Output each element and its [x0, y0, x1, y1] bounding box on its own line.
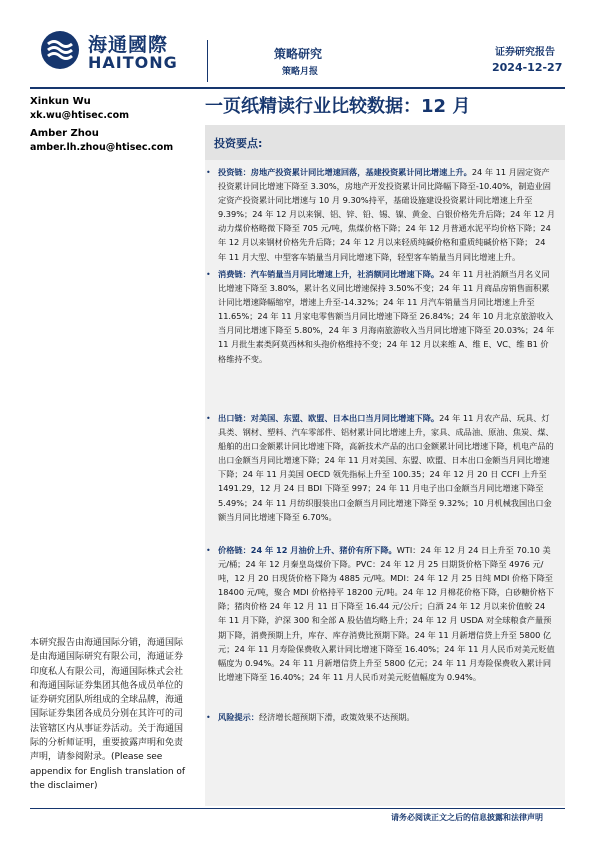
point-heading: 价格链：24 年 12 月油价上升、猪价有所下降。 — [218, 545, 397, 555]
point-body: 24 年 11 月固定资产投资累计同比增速下降至 3.30%，房地产开发投资累计同比降幅下降至-10.40%，制造业固定资产投资累计同比增速与 10 月 9.30%持平，基础设施建设投资累计同比增速上升至 9.39%；24 年 12 月以来铜、铝、锌、铅、锡、镍、黄金、白银价格先升后降；24 年 12 月动力煤价格略微下降至 705 元/吨，焦煤价格下降；24 年 12 月普通水泥平均价格下降；24 年 12 月以来钢材价格先升后降；24 年 12 月以来轻质纯碱价格和重质纯碱价格下降； 24 年 11 月大型、中型客车销量当月同比增速下降，轻型客车销量当月同比增速上升。 — [218, 167, 556, 262]
point-risk — [218, 710, 556, 724]
header-divider — [207, 40, 208, 82]
point-export-chain — [218, 411, 556, 524]
page-title: 一页纸精读行业比较数据：12 月 — [205, 96, 471, 117]
point-investment-chain — [218, 165, 556, 264]
point-body: WTI：24 年 12 月 24 日上升至 70.10 美元/桶；24 年 12 月秦皇岛煤价下降。PVC：24 年 12 月 25 日期货价格下降至 4976 元/吨，12 月 20 日现货价格下降为 4885 元/吨。MDI：24 年 12 月 25 日纯 MDI 价格下降至 18400 元/吨，聚合 MDI 价格持平 18200 元/吨。24 年 12 月棉花价格下降，白砂糖价格下降；猪肉价格 24 年 12 月 11 日下降至 16.44 元/公斤；白酒 24 年 12 月以来价值較 24 年 11 月下降，沪深 300 和全部 A 股估值均略上升；24 年 12 月 USDA 对全球粮食产量预期下降，消费预期上升，库存、库存消费比预期下降。24 年 11 月新增信贷上升至 5800 亿元；24 年 11 月寿险保费收入累计同比增速下降至 16.40%；24 年 11 月人民币对美元贬值幅度为 0.94%。24 年 11 月新增信贷上升至 5800 亿元；24 年 11 月寿险保费收入累计同比增速下降至 16.40%；24 年 11 月人民币对美元贬值幅度为 0.94%。 — [218, 545, 555, 682]
point-heading: 消费链：汽车销量当月同比增速上升，社消额同比增速下降。 — [218, 269, 440, 279]
author-email[interactable]: xk.wu@htisec.com — [30, 110, 130, 121]
footer-notice: 请务必阅读正文之后的信息披露和法律声明 — [391, 813, 543, 822]
report-date: 2024-12-27 — [492, 61, 563, 74]
logo-chinese-name: 海通國際 — [88, 34, 169, 56]
bullet-icon: • — [206, 168, 211, 177]
point-price-chain — [218, 543, 556, 684]
bullet-icon: • — [206, 546, 211, 555]
point-heading: 出口链：对美国、东盟、欧盟、日本出口当月同比增速下降。 — [218, 413, 440, 423]
footer-rule — [30, 808, 565, 809]
section-label: 投资要点: — [214, 137, 263, 150]
point-body: 24 年 11 月社消额当月名义同比增速下降至 3.80%，累计名义同比增速保持 3.50%不变；24 年 11 月商品房销售面积累计同比增速降幅缩窄，增速上升至-14.32%；24 年 11 月汽车销量当月同比增速上升至 11.65%；24 年 11 月家电零售额当月同比增速下降至 26.84%；24 年 10 月北京旅游收入当月同比增速下降至 5.80%，24 年 3 月海南旅游收入当月同比增速下降至 20.03%；24 年 11 月批生素类阿莫西林和头孢价格维持不变；24 年 12 月以来维 A、维 E、VC、维 B1 价格维持不变。 — [218, 269, 555, 364]
header-rule — [30, 87, 565, 89]
report-subtype: 策略月报 — [282, 67, 319, 77]
point-body: 经济增长超预期下滑，政策效果不达预期。 — [258, 712, 415, 722]
bullet-icon: • — [206, 270, 211, 279]
logo-english-name: HAITONG — [88, 53, 178, 72]
report-category: 证券研究报告 — [495, 47, 555, 58]
haitong-logo-icon — [40, 30, 80, 70]
point-consumption-chain — [218, 267, 556, 366]
point-body: 24 年 11 月农产品、玩具、灯具类、钢材、塑料、汽车零部件、铝材累计同比增速上升，家具、成品油、原油、焦炭、煤、船舶的出口金额累计同比增速下降，高新技术产品的出口金额累计同比增速下降，机电产品的出口金额当月同比增速下降；24 年 11 月对美国、东盟、欧盟、日本出口金额当月同比增速下降；24 年 11 月美国 OECD 领先指标上升至 100.35；24 年 12 月 20 日 CCFI 上升至 1491.29，12 月 24 日 BDI 下降至 997；24 年 11 月电子出口金额当月同比增速下降至 5.49%；24 年 11 月纺织服装出口金额当月同比增速下降至 9.32%；10 月机械我国出口金额当月同比增速下降至 6.70%。 — [218, 413, 554, 522]
author-name: Xinkun Wu — [30, 96, 91, 107]
report-type: 策略研究 — [274, 47, 323, 61]
author-name: Amber Zhou — [30, 128, 99, 139]
point-heading: 投资链：房地产投资累计同比增速回落，基建投资累计同比增速上升。 — [218, 167, 472, 177]
disclaimer-text: 本研究报告由海通国际分销，海通国际是由海通国际研究有限公司，海通证券印度私人有限公司，海通国际株式会社和海通国际证券集团其他各成员单位的证券研究团队所组成的全球品牌，海通国际证券集团各成员分别在其许可的司法管辖区内从事证券活动。关于海通国际的分析师证明，重要披露声明和免责声明，请参阅附录。(Please see appendix for English translation of the disclaimer) — [30, 638, 186, 791]
bullet-icon: • — [206, 414, 211, 423]
point-heading: 风险提示： — [218, 712, 259, 722]
bullet-icon: • — [206, 713, 211, 722]
author-email[interactable]: amber.lh.zhou@htisec.com — [30, 142, 174, 153]
